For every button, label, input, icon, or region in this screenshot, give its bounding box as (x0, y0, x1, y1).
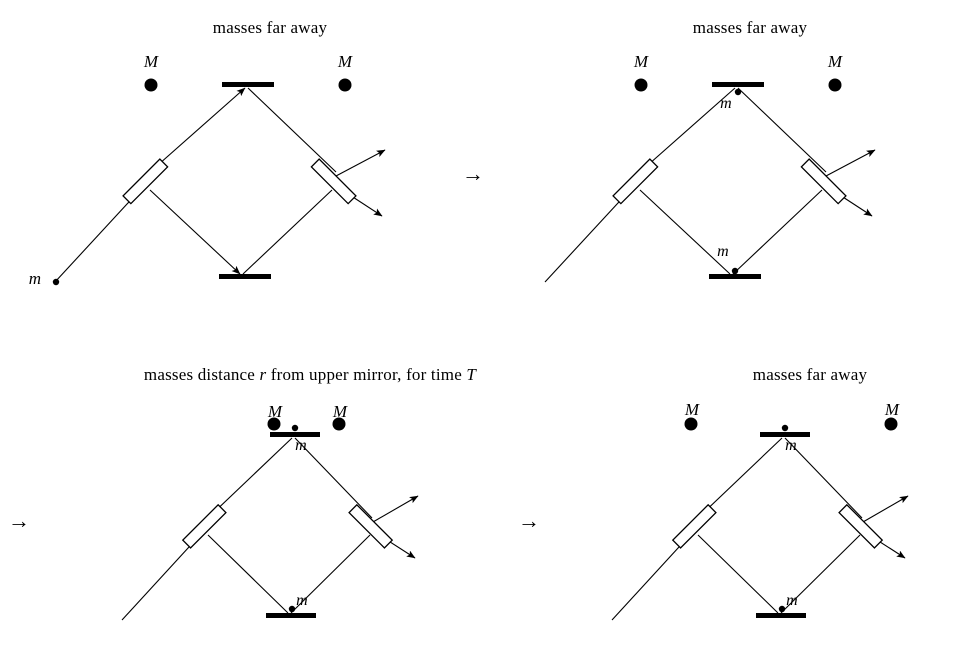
panel-4-mass-left-text: M (684, 400, 700, 419)
panel-3-mass-right-text: M (332, 402, 348, 421)
panel-4-right-beamsplitter (839, 505, 882, 548)
panel-2-left-beamsplitter (613, 159, 658, 204)
panel-2-mass-right-dot (829, 79, 842, 92)
panel-4-upper-arm-dot (782, 425, 788, 431)
panel-2-output-beam-up (826, 150, 875, 176)
panel-3-lower-arm-mass-text: m (296, 592, 308, 609)
panel-4 (550, 398, 960, 648)
panel-2-caption (590, 18, 910, 38)
panel-3 (60, 398, 500, 648)
panel-3-upper-arm-dot (292, 425, 298, 431)
panel-4-upper-arm-mass-label (778, 437, 804, 455)
panel-1-mass-left-label (131, 52, 171, 72)
panel-4-lower-arm-mass-label (779, 592, 805, 610)
panel-1-mass-left-dot (145, 79, 158, 92)
panel-3-left-beamsplitter (183, 505, 226, 548)
panel-4-mass-right-label (879, 400, 905, 420)
panel-4-upper-arm-mass-text: m (785, 437, 797, 454)
panel-3-mass-left-text: M (267, 402, 283, 421)
panel-3-lower-arm-down (208, 535, 288, 613)
panel-1-mass-right-text: M (337, 52, 353, 71)
panel-4-caption-text: masses far away (752, 365, 868, 384)
panel-1-input-beam (55, 190, 140, 282)
panel-4-mass-left-label (679, 400, 705, 420)
panel-2 (490, 50, 960, 310)
panel-2-lower-arm-up (733, 190, 822, 274)
panel-4-mass-right-text: M (884, 400, 900, 419)
panel-2-upper-arm-down (738, 88, 826, 172)
panel-2-mass-right-text: M (827, 52, 843, 71)
panel-2-lower-arm-down (640, 190, 730, 274)
panel-2-diagram (490, 50, 960, 310)
panel-3-caption-p1: masses distance (143, 365, 260, 384)
panel-2-lower-mirror (709, 274, 761, 279)
panel-1-upper-mirror (222, 82, 274, 87)
arrow-2-3 (8, 510, 30, 532)
panel-1-mass-right-label (325, 52, 365, 72)
panel-1-source-text: m (28, 269, 42, 288)
panel-3-upper-arm-up (208, 438, 292, 518)
panel-1-caption (110, 18, 430, 38)
panel-2-input-beam (545, 190, 630, 282)
panel-3-input-beam (122, 535, 200, 620)
arrow-1-2 (462, 163, 484, 185)
panel-3-caption-p2: from upper mirror, for time (266, 365, 467, 384)
panel-3-caption (60, 365, 560, 385)
panel-2-mass-left-dot (635, 79, 648, 92)
panel-2-mass-right-label (815, 52, 855, 72)
panel-1-mass-right-dot (339, 79, 352, 92)
panel-3-diagram (60, 398, 500, 648)
panel-2-right-beamsplitter (801, 159, 846, 204)
panel-1-left-beamsplitter (123, 159, 168, 204)
panel-4-caption (650, 365, 960, 385)
panel-4-lower-arm-down (698, 535, 778, 613)
panel-2-upper-mirror (712, 82, 764, 87)
panel-3-output-beam-up (373, 496, 418, 522)
panel-2-lower-arm-mass-label (710, 243, 736, 261)
panel-3-caption-r: r (259, 365, 267, 384)
panel-4-input-beam (612, 535, 690, 620)
panel-1-upper-arm-up (150, 88, 245, 172)
panel-4-lower-mirror (756, 613, 806, 618)
panel-3-right-beamsplitter (349, 505, 392, 548)
arrow-2-3-glyph: → (8, 508, 30, 533)
panel-2-caption-text: masses far away (692, 18, 808, 37)
panel-2-lower-arm-dot (732, 268, 738, 274)
panel-1-lower-arm-down (150, 190, 240, 274)
panel-1-mass-left-text: M (143, 52, 159, 71)
panel-1-lower-mirror (219, 274, 271, 279)
panel-3-upper-arm-mass-label (288, 437, 314, 455)
panel-3-lower-arm-mass-label (289, 592, 315, 610)
panel-3-lower-mirror (266, 613, 316, 618)
panel-4-diagram (550, 398, 960, 648)
panel-1 (0, 50, 470, 310)
panel-4-lower-arm-mass-text: m (786, 592, 798, 609)
panel-1-upper-arm-down (248, 88, 336, 172)
panel-1-source-label (22, 269, 48, 289)
arrow-3-4-glyph: → (518, 508, 540, 533)
panel-1-lower-arm-up (243, 190, 332, 274)
panel-3-upper-arm-mass-text: m (295, 437, 307, 454)
panel-2-mass-left-label (621, 52, 661, 72)
panel-2-mass-left-text: M (633, 52, 649, 71)
panel-4-left-beamsplitter (673, 505, 716, 548)
panel-1-caption-text: masses far away (212, 18, 328, 37)
panel-1-photon-dot (53, 279, 59, 285)
arrow-3-4 (518, 510, 540, 532)
panel-2-upper-arm-mass-label (713, 95, 739, 113)
panel-1-diagram (0, 50, 470, 310)
arrow-1-2-glyph: → (462, 161, 484, 186)
panel-1-right-beamsplitter (311, 159, 356, 204)
panel-3-caption-T: T (466, 365, 477, 384)
panel-4-upper-arm-up (698, 438, 782, 518)
panel-4-output-beam-up (863, 496, 908, 522)
panel-1-output-beam-up (336, 150, 385, 176)
panel-2-upper-arm-mass-text: m (720, 95, 732, 112)
panel-2-lower-arm-mass-text: m (717, 243, 729, 260)
panel-3-mass-left-label (262, 402, 288, 422)
panel-3-mass-right-label (327, 402, 353, 422)
